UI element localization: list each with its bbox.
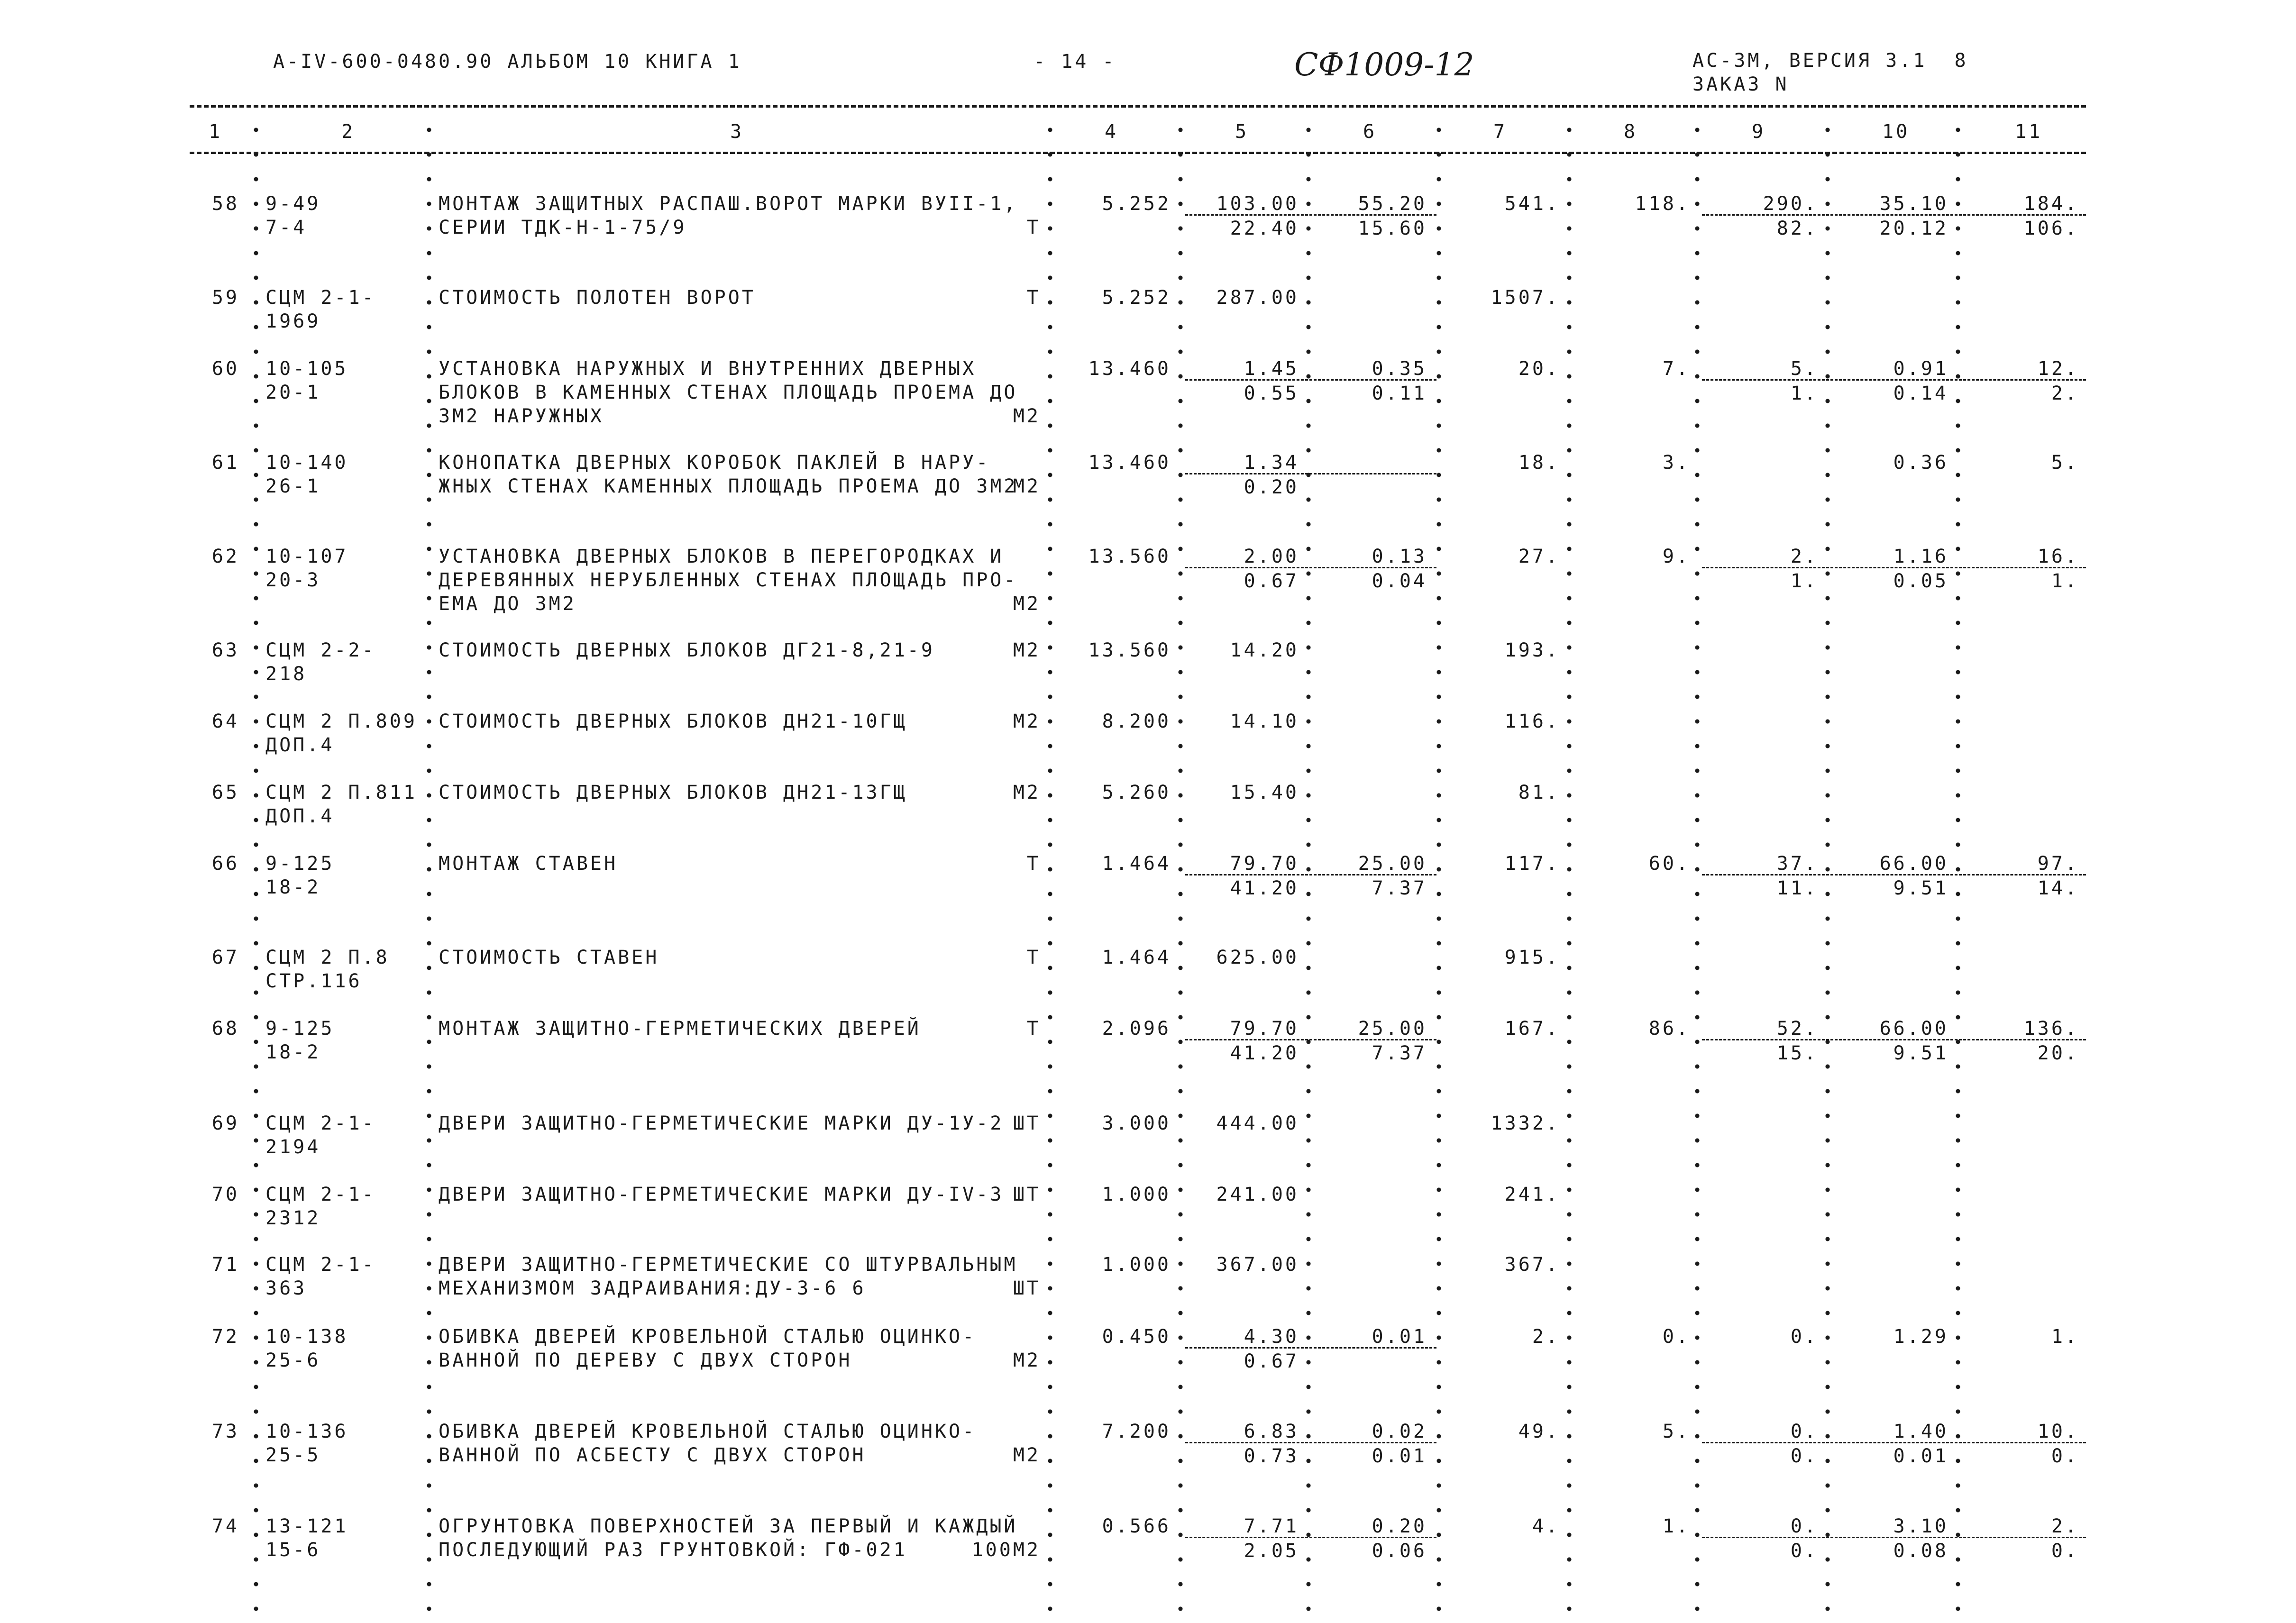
cell-c7: 20.	[1518, 358, 1560, 380]
cell-c8: 0.	[1662, 1326, 1690, 1348]
cell-c7: 117.	[1504, 853, 1560, 875]
norm-code: 1969	[265, 310, 321, 332]
cell-c11: 1.	[2051, 1326, 2079, 1348]
norm-code: 9-125	[265, 853, 335, 875]
row-number: 71	[211, 1254, 239, 1276]
unit-of-measure: М2	[1013, 475, 1041, 497]
column-header-1: 1	[209, 121, 223, 143]
column-header-8: 8	[1624, 121, 1638, 143]
column-separator	[254, 118, 258, 1615]
cell-c10: 66.00	[1879, 1018, 1948, 1039]
norm-code: 10-105	[265, 358, 348, 380]
sub-rule	[1185, 1039, 1436, 1040]
norm-code: 18-2	[265, 1041, 321, 1063]
sub-rule	[1702, 379, 2086, 381]
norm-code: 363	[265, 1277, 307, 1299]
cell-c7: 2.	[1532, 1326, 1560, 1348]
cell-c9: 5.	[1790, 358, 1818, 380]
cell-c7: 541.	[1504, 193, 1560, 215]
row-number: 59	[211, 287, 239, 309]
unit-of-measure: Т	[1026, 287, 1041, 309]
row-number: 73	[211, 1421, 239, 1442]
unit-of-measure: М2	[1013, 593, 1041, 615]
cell-c10: 0.91	[1893, 358, 1948, 380]
row-number: 70	[211, 1184, 239, 1205]
work-description: ПОСЛЕДУЮЩИЙ РАЗ ГРУНТОВКОЙ: ГФ-021	[439, 1539, 907, 1561]
row-number: 72	[211, 1326, 239, 1348]
work-description: МОНТАЖ ЗАЩИТНО-ГЕРМЕТИЧЕСКИХ ДВЕРЕЙ	[439, 1018, 921, 1039]
sub-rule	[1185, 379, 1436, 381]
cell-c11: 106.	[2023, 218, 2079, 239]
unit-of-measure: Т	[1026, 1018, 1041, 1039]
norm-code: ДОП.4	[265, 734, 335, 756]
work-description: ЕМА ДО 3М2	[439, 593, 576, 615]
cell-c8: 118.	[1635, 193, 1690, 215]
cell-c5: 0.73	[1244, 1445, 1299, 1467]
cell-c9: 15.	[1776, 1042, 1818, 1064]
cell-c5: 103.00	[1216, 193, 1299, 215]
unit-of-measure: М2	[1013, 1349, 1041, 1371]
cell-c9: 0.	[1790, 1515, 1818, 1537]
work-description: СТОИМОСТЬ ДВЕРНЫХ БЛОКОВ ДН21-13ГЩ	[439, 782, 907, 803]
sub-rule	[1185, 567, 1436, 568]
norm-code: СЦМ 2-1-	[265, 287, 376, 309]
cell-c6: 0.13	[1372, 546, 1427, 567]
cell-c9: 2.	[1790, 546, 1818, 567]
cell-c5: 2.00	[1244, 546, 1299, 567]
column-header-2: 2	[341, 121, 356, 143]
cell-c9: 0.	[1790, 1326, 1818, 1348]
cell-c6: 0.11	[1372, 383, 1427, 404]
cell-c11: 10.	[2037, 1421, 2079, 1442]
sub-rule	[1185, 1347, 1436, 1349]
cell-c11: 0.	[2051, 1540, 2079, 1562]
norm-code: СЦМ 2 П.809	[265, 711, 417, 732]
norm-code: 13-121	[265, 1515, 348, 1537]
row-number: 65	[211, 782, 239, 803]
row-number: 60	[211, 358, 239, 380]
cell-c10: 35.10	[1879, 193, 1948, 215]
column-header-3: 3	[730, 121, 744, 143]
quantity: 0.450	[1102, 1326, 1171, 1348]
cell-c9: 0.	[1790, 1540, 1818, 1562]
cell-c11: 20.	[2037, 1042, 2079, 1064]
cell-c6: 25.00	[1358, 853, 1427, 875]
cell-c5: 625.00	[1216, 947, 1299, 968]
quantity: 0.566	[1102, 1515, 1171, 1537]
work-description: СТОИМОСТЬ ПОЛОТЕН ВОРОТ	[439, 287, 756, 309]
cell-c9: 82.	[1776, 218, 1818, 239]
norm-code: СЦМ 2-1-	[265, 1112, 376, 1134]
cell-c11: 0.	[2051, 1445, 2079, 1467]
norm-code: 9-49	[265, 193, 321, 215]
cell-c6: 0.04	[1372, 570, 1427, 592]
work-description: ОБИВКА ДВЕРЕЙ КРОВЕЛЬНОЙ СТАЛЬЮ ОЦИНКО-	[439, 1326, 977, 1348]
cell-c11: 2.	[2051, 1515, 2079, 1537]
cell-c6: 0.06	[1372, 1540, 1427, 1562]
cell-c10: 3.10	[1893, 1515, 1948, 1537]
cell-c6: 0.01	[1372, 1326, 1427, 1348]
norm-code: 25-6	[265, 1349, 321, 1371]
quantity: 13.560	[1088, 639, 1171, 661]
norm-code: СЦМ 2 П.8	[265, 947, 390, 968]
norm-code: 26-1	[265, 475, 321, 497]
sub-rule	[1185, 1537, 1436, 1538]
cell-c9: 37.	[1776, 853, 1818, 875]
norm-code: ДОП.4	[265, 805, 335, 827]
cell-c6: 0.02	[1372, 1421, 1427, 1442]
cell-c10: 1.29	[1893, 1326, 1948, 1348]
cell-c5: 1.45	[1244, 358, 1299, 380]
norm-code: 2194	[265, 1136, 321, 1158]
cell-c10: 0.05	[1893, 570, 1948, 592]
norm-code: 25-5	[265, 1444, 321, 1466]
row-number: 67	[211, 947, 239, 968]
column-separator	[427, 118, 431, 1615]
cell-c11: 12.	[2037, 358, 2079, 380]
quantity: 1.464	[1102, 947, 1171, 968]
row-number: 61	[211, 452, 239, 474]
sub-rule	[1702, 1039, 2086, 1040]
norm-code: СЦМ 2-1-	[265, 1184, 376, 1205]
quantity: 5.252	[1102, 193, 1171, 215]
cell-c10: 9.51	[1893, 1042, 1948, 1064]
cell-c10: 20.12	[1879, 218, 1948, 239]
norm-code: 20-3	[265, 569, 321, 591]
column-header-10: 10	[1882, 121, 1910, 143]
sub-rule	[1702, 567, 2086, 568]
cell-c8: 60.	[1648, 853, 1690, 875]
cell-c9: 0.	[1790, 1421, 1818, 1442]
cell-c7: 193.	[1504, 639, 1560, 661]
quantity: 5.252	[1102, 287, 1171, 309]
quantity: 5.260	[1102, 782, 1171, 803]
work-description: ВАННОЙ ПО АСБЕСТУ С ДВУХ СТОРОН	[439, 1444, 866, 1466]
work-description: МЕХАНИЗМОМ ЗАДРАИВАНИЯ:ДУ-3-6 6	[439, 1277, 866, 1299]
cell-c11: 1.	[2051, 570, 2079, 592]
cell-c5: 287.00	[1216, 287, 1299, 309]
norm-code: 10-107	[265, 546, 348, 567]
cell-c10: 0.36	[1893, 452, 1948, 474]
cell-c10: 1.40	[1893, 1421, 1948, 1442]
unit-of-measure: ШТ	[1013, 1277, 1041, 1299]
cell-c10: 0.01	[1893, 1445, 1948, 1467]
cell-c8: 7.	[1662, 358, 1690, 380]
cell-c8: 86.	[1648, 1018, 1690, 1039]
cell-c5: 22.40	[1230, 218, 1299, 239]
quantity: 1.464	[1102, 853, 1171, 875]
norm-code: 7-4	[265, 217, 307, 238]
work-description: МОНТАЖ СТАВЕН	[439, 853, 618, 875]
work-description: ВАННОЙ ПО ДЕРЕВУ С ДВУХ СТОРОН	[439, 1349, 852, 1371]
cell-c5: 367.00	[1216, 1254, 1299, 1276]
unit-of-measure: М2	[1013, 639, 1041, 661]
work-description: ДВЕРИ ЗАЩИТНО-ГЕРМЕТИЧЕСКИЕ МАРКИ ДУ-IV-3	[439, 1184, 1004, 1205]
cell-c10: 0.14	[1893, 383, 1948, 404]
cell-c9: 290.	[1763, 193, 1818, 215]
norm-code: 218	[265, 663, 307, 685]
norm-code: 20-1	[265, 382, 321, 403]
row-number: 58	[211, 193, 239, 215]
norm-code: СЦМ 2 П.811	[265, 782, 417, 803]
sub-rule	[1185, 214, 1436, 216]
cell-c10: 1.16	[1893, 546, 1948, 567]
quantity: 13.460	[1088, 452, 1171, 474]
cell-c5: 241.00	[1216, 1184, 1299, 1205]
cell-c9: 1.	[1790, 383, 1818, 404]
cell-c8: 3.	[1662, 452, 1690, 474]
quantity: 13.560	[1088, 546, 1171, 567]
unit-of-measure: Т	[1026, 853, 1041, 875]
column-header-5: 5	[1235, 121, 1249, 143]
cell-c5: 2.05	[1244, 1540, 1299, 1562]
norm-code: 10-136	[265, 1421, 348, 1442]
unit-of-measure: М2	[1013, 1444, 1041, 1466]
cell-c5: 0.20	[1244, 476, 1299, 498]
cell-c9: 11.	[1776, 877, 1818, 899]
work-description: УСТАНОВКА НАРУЖНЫХ И ВНУТРЕННИХ ДВЕРНЫХ	[439, 358, 977, 380]
norm-code: 9-125	[265, 1018, 335, 1039]
header-top-rule	[190, 105, 2086, 108]
sub-rule	[1185, 874, 1436, 875]
cell-c7: 49.	[1518, 1421, 1560, 1442]
cell-c5: 41.20	[1230, 877, 1299, 899]
quantity: 2.096	[1102, 1018, 1171, 1039]
cell-c6: 25.00	[1358, 1018, 1427, 1039]
cell-c8: 5.	[1662, 1421, 1690, 1442]
cell-c5: 79.70	[1230, 1018, 1299, 1039]
sub-rule	[1185, 1442, 1436, 1443]
cell-c11: 14.	[2037, 877, 2079, 899]
cell-c5: 79.70	[1230, 853, 1299, 875]
unit-of-measure: ШТ	[1013, 1184, 1041, 1205]
page-number: - 14 -	[1034, 51, 1116, 73]
work-description: КОНОПАТКА ДВЕРНЫХ КОРОБОК ПАКЛЕЙ В НАРУ-	[439, 452, 990, 474]
cell-c5: 4.30	[1244, 1326, 1299, 1348]
handwritten-sheet-code: СФ1009-12	[1294, 46, 1474, 83]
column-header-7: 7	[1493, 121, 1508, 143]
work-description: ОГРУНТОВКА ПОВЕРХНОСТЕЙ ЗА ПЕРВЫЙ И КАЖДЫЙ	[439, 1515, 1018, 1537]
work-description: ДВЕРИ ЗАЩИТНО-ГЕРМЕТИЧЕСКИЕ МАРКИ ДУ-1У-2	[439, 1112, 1004, 1134]
cell-c6: 7.37	[1372, 1042, 1427, 1064]
row-number: 63	[211, 639, 239, 661]
cell-c8: 9.	[1662, 546, 1690, 567]
work-description: УСТАНОВКА ДВЕРНЫХ БЛОКОВ В ПЕРЕГОРОДКАХ И	[439, 546, 1004, 567]
row-number: 64	[211, 711, 239, 732]
cell-c11: 5.	[2051, 452, 2079, 474]
work-description: 3М2 НАРУЖНЫХ	[439, 405, 604, 427]
cell-c5: 1.34	[1244, 452, 1299, 474]
column-header-11: 11	[2015, 121, 2043, 143]
cell-c5: 14.20	[1230, 639, 1299, 661]
work-description: СТОИМОСТЬ ДВЕРНЫХ БЛОКОВ ДН21-10ГЩ	[439, 711, 907, 732]
sub-rule	[1185, 473, 1436, 474]
unit-of-measure: Т	[1026, 947, 1041, 968]
program-version: АС-3М, ВЕРСИЯ 3.1 8	[1692, 50, 1968, 72]
cell-c8: 1.	[1662, 1515, 1690, 1537]
work-description: МОНТАЖ ЗАЩИТНЫХ РАСПАШ.ВОРОТ МАРКИ ВУII-1,	[439, 193, 1018, 215]
cell-c7: 81.	[1518, 782, 1560, 803]
cell-c7: 27.	[1518, 546, 1560, 567]
quantity: 8.200	[1102, 711, 1171, 732]
cell-c9: 1.	[1790, 570, 1818, 592]
cell-c6: 0.35	[1372, 358, 1427, 380]
sub-rule	[1702, 214, 2086, 216]
row-number: 74	[211, 1515, 239, 1537]
cell-c7: 241.	[1504, 1184, 1560, 1205]
row-number: 66	[211, 853, 239, 875]
order-number: ЗАКАЗ N	[1692, 73, 1789, 95]
norm-code: СЦМ 2-2-	[265, 639, 376, 661]
unit-of-measure: ШТ	[1013, 1112, 1041, 1134]
cell-c7: 915.	[1504, 947, 1560, 968]
norm-code: 10-138	[265, 1326, 348, 1348]
cell-c11: 136.	[2023, 1018, 2079, 1039]
cell-c5: 0.55	[1244, 383, 1299, 404]
cell-c11: 16.	[2037, 546, 2079, 567]
norm-code: 18-2	[265, 876, 321, 898]
norm-code: СЦМ 2-1-	[265, 1254, 376, 1276]
document-code: А-IV-600-0480.90 АЛЬБОМ 10 КНИГА 1	[273, 51, 742, 73]
cell-c7: 4.	[1532, 1515, 1560, 1537]
cell-c6: 15.60	[1358, 218, 1427, 239]
quantity: 13.460	[1088, 358, 1171, 380]
sub-rule	[1702, 1537, 2086, 1538]
row-number: 68	[211, 1018, 239, 1039]
quantity: 7.200	[1102, 1421, 1171, 1442]
cell-c7: 18.	[1518, 452, 1560, 474]
header-bottom-rule	[190, 152, 2086, 154]
column-header-9: 9	[1752, 121, 1766, 143]
cell-c6: 0.01	[1372, 1445, 1427, 1467]
unit-of-measure: М2	[1013, 782, 1041, 803]
norm-code: 2312	[265, 1207, 321, 1229]
cell-c6: 55.20	[1358, 193, 1427, 215]
row-number: 62	[211, 546, 239, 567]
work-description: СТОИМОСТЬ ДВЕРНЫХ БЛОКОВ ДГ21-8,21-9	[439, 639, 935, 661]
norm-code: 15-6	[265, 1539, 321, 1561]
work-description: ДЕРЕВЯННЫХ НЕРУБЛЕННЫХ СТЕНАХ ПЛОЩАДЬ ПРО-	[439, 569, 1018, 591]
cell-c5: 41.20	[1230, 1042, 1299, 1064]
cell-c5: 0.67	[1244, 1350, 1299, 1372]
cell-c5: 14.10	[1230, 711, 1299, 732]
cell-c10: 9.51	[1893, 877, 1948, 899]
cell-c5: 15.40	[1230, 782, 1299, 803]
cell-c7: 367.	[1504, 1254, 1560, 1276]
norm-code: СТР.116	[265, 970, 362, 992]
sub-rule	[1702, 1442, 2086, 1443]
cell-c5: 0.67	[1244, 570, 1299, 592]
column-header-6: 6	[1363, 121, 1377, 143]
norm-code: 10-140	[265, 452, 348, 474]
cell-c5: 7.71	[1244, 1515, 1299, 1537]
cell-c11: 184.	[2023, 193, 2079, 215]
cell-c5: 444.00	[1216, 1112, 1299, 1134]
cell-c7: 116.	[1504, 711, 1560, 732]
unit-of-measure: 100М2	[971, 1539, 1041, 1561]
quantity: 1.000	[1102, 1184, 1171, 1205]
cell-c11: 97.	[2037, 853, 2079, 875]
sub-rule	[1702, 874, 2086, 875]
cell-c7: 167.	[1504, 1018, 1560, 1039]
quantity: 1.000	[1102, 1254, 1171, 1276]
cell-c7: 1507.	[1491, 287, 1560, 309]
work-description: ОБИВКА ДВЕРЕЙ КРОВЕЛЬНОЙ СТАЛЬЮ ОЦИНКО-	[439, 1421, 977, 1442]
work-description: ДВЕРИ ЗАЩИТНО-ГЕРМЕТИЧЕСКИЕ СО ШТУРВАЛЬНЫМ	[439, 1254, 1018, 1276]
quantity: 3.000	[1102, 1112, 1171, 1134]
cell-c5: 6.83	[1244, 1421, 1299, 1442]
work-description: СЕРИИ ТДК-Н-1-75/9	[439, 217, 687, 238]
work-description: СТОИМОСТЬ СТАВЕН	[439, 947, 659, 968]
work-description: БЛОКОВ В КАМЕННЫХ СТЕНАХ ПЛОЩАДЬ ПРОЕМА ДО	[439, 382, 1018, 403]
cell-c10: 66.00	[1879, 853, 1948, 875]
cell-c6: 7.37	[1372, 877, 1427, 899]
column-header-4: 4	[1105, 121, 1119, 143]
cell-c9: 0.	[1790, 1445, 1818, 1467]
cell-c6: 0.20	[1372, 1515, 1427, 1537]
cell-c11: 2.	[2051, 383, 2079, 404]
cell-c9: 52.	[1776, 1018, 1818, 1039]
work-description: ЖНЫХ СТЕНАХ КАМЕННЫХ ПЛОЩАДЬ ПРОЕМА ДО 3М2	[439, 475, 1018, 497]
row-number: 69	[211, 1112, 239, 1134]
cell-c7: 1332.	[1491, 1112, 1560, 1134]
unit-of-measure: Т	[1026, 217, 1041, 238]
cell-c10: 0.08	[1893, 1540, 1948, 1562]
unit-of-measure: М2	[1013, 405, 1041, 427]
unit-of-measure: М2	[1013, 711, 1041, 732]
